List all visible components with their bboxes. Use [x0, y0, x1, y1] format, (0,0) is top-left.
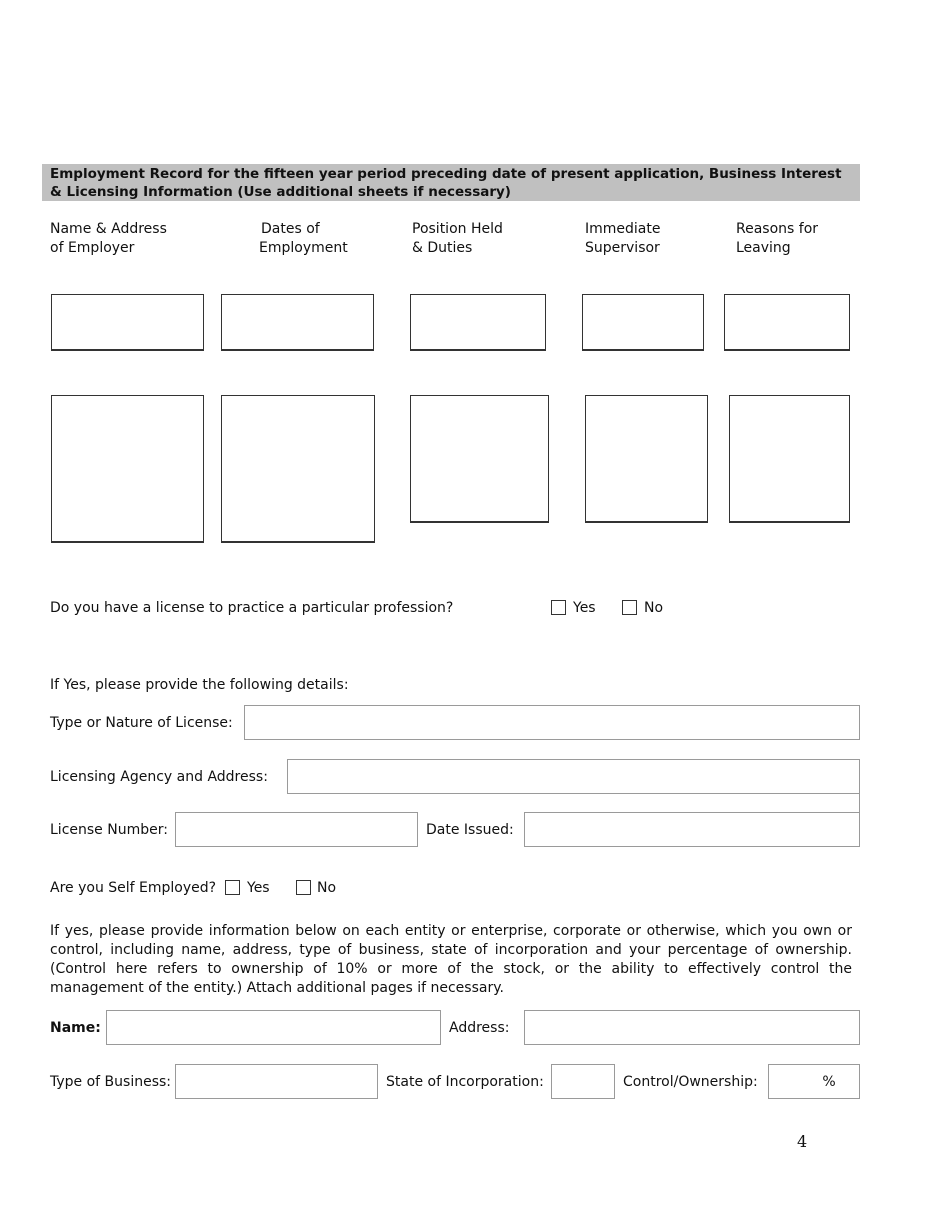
page-number: 4 [797, 1132, 808, 1151]
column-header-line: of Employer [50, 240, 135, 256]
column-header-line: Immediate [585, 221, 661, 237]
supervisor-field-row1[interactable] [582, 294, 704, 351]
position-field-row1[interactable] [410, 294, 546, 351]
state-incorporation-input[interactable] [551, 1064, 615, 1099]
percent-symbol: % [822, 1073, 836, 1090]
control-ownership-label: Control/Ownership: [623, 1074, 758, 1090]
self-employed-yes-checkbox[interactable] [225, 880, 240, 895]
dates-field-row2[interactable] [221, 395, 375, 543]
self-employed-question: Are you Self Employed? [50, 880, 217, 896]
license-number-input[interactable] [175, 812, 418, 847]
employer-field-row1[interactable] [51, 294, 204, 351]
column-header-reasons [736, 220, 818, 258]
column-header-supervisor [585, 220, 660, 258]
entity-name-input[interactable] [106, 1010, 441, 1045]
self-employed-no-checkbox[interactable] [296, 880, 311, 895]
column-header-line: Employment [259, 240, 348, 256]
section-header: Employment Record for the fifteen year period preceding date of present application, Business Interest & Licensing Information (Use additional sheets if necessary) [50, 166, 842, 200]
field-divider [859, 794, 860, 812]
self-employed-instructions: If yes, please provide information below on each entity or enterprise, corporate or otherwise, which you own or control, including name, address, type of business, state of incorporation and your percentage of ownership. (Control here refers to ownership of 10% or more of the stock, or the ability to effectively control the management of the entity.) Attach additional pages if necessary. [50, 923, 852, 996]
license-question: Do you have a license to practice a particular profession? [50, 600, 454, 616]
self-employed-no-label: No [317, 880, 337, 896]
column-header-line: Name & Address [50, 221, 167, 237]
column-header-line: Leaving [736, 240, 791, 256]
entity-address-input[interactable] [524, 1010, 860, 1045]
state-incorporation-label: State of Incorporation: [386, 1074, 544, 1090]
column-header-employer [50, 220, 167, 258]
date-issued-label: Date Issued: [426, 822, 514, 838]
self-employed-yes-label: Yes [247, 880, 270, 896]
date-issued-input[interactable] [524, 812, 860, 847]
license-type-label: Type or Nature of License: [50, 715, 233, 731]
business-type-input[interactable] [175, 1064, 378, 1099]
column-header-dates [259, 220, 348, 258]
license-yes-checkbox[interactable] [551, 600, 566, 615]
license-number-label: License Number: [50, 822, 168, 838]
column-header-line: Reasons for [736, 221, 819, 237]
column-header-line: & Duties [412, 240, 473, 256]
column-header-line: Dates of [261, 221, 320, 237]
reasons-field-row2[interactable] [729, 395, 850, 523]
column-header-line: Supervisor [585, 240, 660, 256]
column-header-line: Position Held [412, 221, 503, 237]
column-header-position [412, 220, 503, 258]
employer-field-row2[interactable] [51, 395, 204, 543]
licensing-agency-label: Licensing Agency and Address: [50, 769, 268, 785]
entity-address-label: Address: [449, 1020, 510, 1036]
dates-field-row1[interactable] [221, 294, 374, 351]
entity-name-label: Name: [50, 1020, 101, 1036]
license-type-input[interactable] [244, 705, 860, 740]
license-details-intro: If Yes, please provide the following details: [50, 677, 349, 693]
control-ownership-input[interactable] [768, 1064, 860, 1099]
license-yes-label: Yes [573, 600, 596, 616]
reasons-field-row1[interactable] [724, 294, 850, 351]
license-no-label: No [644, 600, 664, 616]
position-field-row2[interactable] [410, 395, 549, 523]
business-type-label: Type of Business: [50, 1074, 172, 1090]
license-no-checkbox[interactable] [622, 600, 637, 615]
licensing-agency-input[interactable] [287, 759, 860, 794]
supervisor-field-row2[interactable] [585, 395, 708, 523]
